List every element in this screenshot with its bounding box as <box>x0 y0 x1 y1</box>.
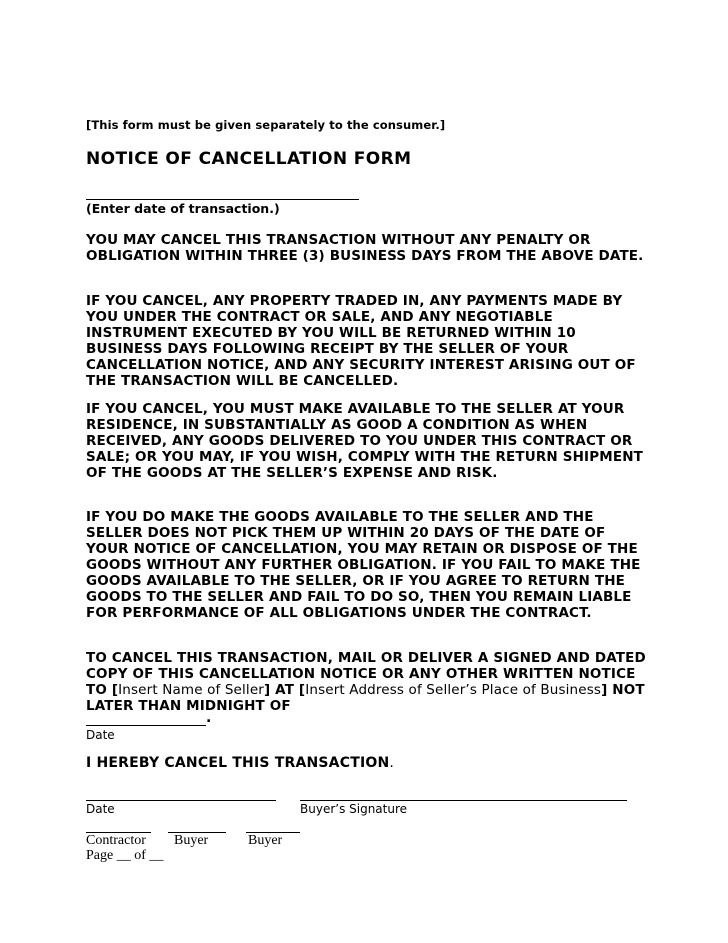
transaction-date-line <box>86 199 359 200</box>
signature-date-line <box>86 800 276 801</box>
seller-name-placeholder: Insert Name of Seller <box>118 682 264 698</box>
consumer-note: [This form must be given separately to the consumer.] <box>86 118 446 132</box>
deadline-date-line <box>86 725 206 726</box>
contractor-initials-label: Contractor <box>86 833 146 848</box>
deadline-period: . <box>206 710 212 726</box>
mail-text-3: ] NOT LATER THAN MIDNIGHT OF <box>86 682 645 714</box>
paragraph-goods-return: IF YOU CANCEL, YOU MUST MAKE AVAILABLE TO THE SELLER AT YOUR RESIDENCE, IN SUBSTANTIALLY AS GOOD A CONDITION AS WHEN RECEIVED, ANY GOODS DELIVERED TO YOU UNDER THIS CONTRACT OR SALE; OR YOU MAY, IF YOU WISH, COMPLY WITH THE RETURN SHIPMENT OF THE GOODS AT THE SELLER’S EXPENSE AND RISK. <box>86 401 644 481</box>
buyer-signature-line <box>300 800 627 801</box>
seller-address-placeholder: Insert Address of Seller’s Place of Business <box>305 682 602 698</box>
paragraph-cancel-right: YOU MAY CANCEL THIS TRANSACTION WITHOUT ANY PENALTY OR OBLIGATION WITHIN THREE (3) BUSINESS DAYS FROM THE ABOVE DATE. <box>86 232 644 264</box>
paragraph-how-to-cancel <box>86 650 646 714</box>
mail-text-2: ] AT [ <box>263 682 306 698</box>
buyer-initials-label-2: Buyer <box>248 833 283 848</box>
cancel-statement-text: I HEREBY CANCEL THIS TRANSACTION <box>86 755 390 771</box>
paragraph-goods-pickup: IF YOU DO MAKE THE GOODS AVAILABLE TO THE SELLER AND THE SELLER DOES NOT PICK THEM UP WITHIN 20 DAYS OF THE DATE OF YOUR NOTICE OF CANCELLATION, YOU MAY RETAIN OR DISPOSE OF THE GOODS WITHOUT ANY FURTHER OBLIGATION. IF YOU FAIL TO MAKE THE GOODS AVAILABLE TO THE SELLER, OR IF YOU AGREE TO RETURN THE GOODS TO THE SELLER AND FAIL TO DO SO, THEN YOU REMAIN LIABLE FOR PERFORMANCE OF ALL OBLIGATIONS UNDER THE CONTRACT. <box>86 509 641 621</box>
signature-date-label: Date <box>86 802 115 816</box>
page-title: NOTICE OF CANCELLATION FORM <box>86 149 412 169</box>
page-number: Page __ of __ <box>86 848 164 863</box>
buyer-initials-label-1: Buyer <box>174 833 209 848</box>
deadline-date-label: Date <box>86 728 115 742</box>
paragraph-refund: IF YOU CANCEL, ANY PROPERTY TRADED IN, ANY PAYMENTS MADE BY YOU UNDER THE CONTRACT OR SALE, AND ANY NEGOTIABLE INSTRUMENT EXECUTED BY YOU WILL BE RETURNED WITHIN 10 BUSINESS DAYS FOLLOWING RECEIPT BY THE SELLER OF YOUR CANCELLATION NOTICE, AND ANY SECURITY INTEREST ARISING OUT OF THE TRANSACTION WILL BE CANCELLED. <box>86 293 636 389</box>
transaction-date-hint: (Enter date of transaction.) <box>86 201 280 216</box>
buyer-signature-label: Buyer’s Signature <box>300 802 408 816</box>
cancel-statement-period: . <box>389 755 395 771</box>
mail-text-1: TO CANCEL THIS TRANSACTION, MAIL OR DELIVER A SIGNED AND DATED COPY OF THIS CANCELLATION NOTICE OR ANY OTHER WRITTEN NOTICE TO [ <box>86 650 646 698</box>
cancel-statement <box>86 755 394 771</box>
